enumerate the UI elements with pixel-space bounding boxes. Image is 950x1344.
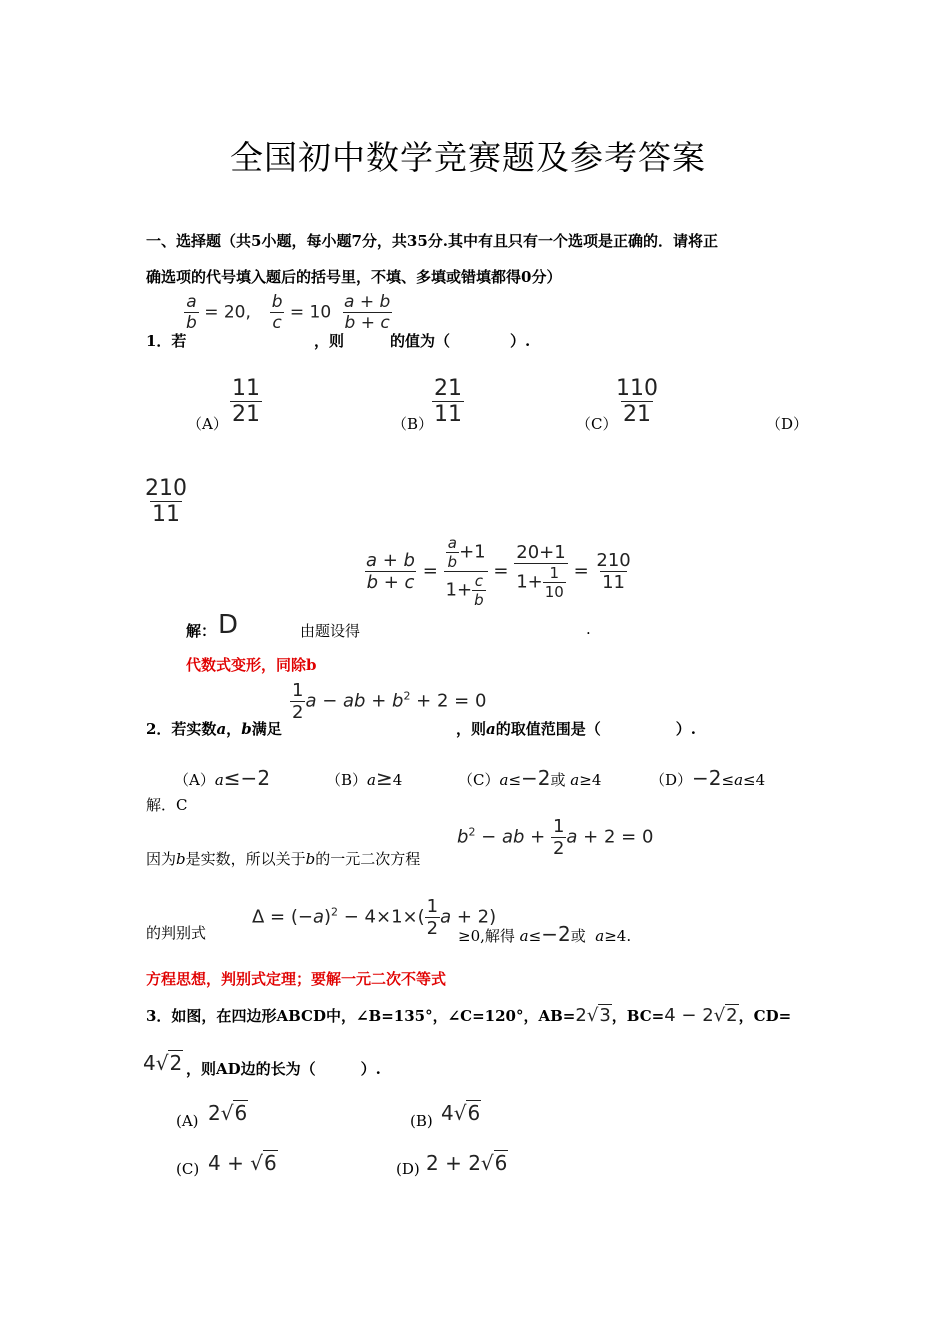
q3-option-d-value: 2 + 2√6 bbox=[426, 1151, 508, 1175]
q2-text-end: ，则a的取值范围是（ ）. bbox=[456, 720, 696, 738]
q1-option-c-label: （C） bbox=[576, 415, 618, 433]
q2-option-a: （A）a≤−2 bbox=[174, 766, 271, 790]
q1-option-a-frac: $\frac{11}{21}$ bbox=[232, 376, 260, 427]
q3-text-line2: ，则AD边的长为（ ）. bbox=[186, 1060, 381, 1078]
q1-option-d-label: （D） bbox=[766, 415, 809, 433]
q1-solution-text: 由题设得 bbox=[300, 622, 361, 640]
q1-option-c-frac: $\frac{110}{21}$ bbox=[616, 376, 658, 427]
page-title: 全国初中数学竞赛题及参考答案 bbox=[230, 138, 706, 177]
q3-option-a-value: 2√6 bbox=[208, 1101, 248, 1125]
q1-option-b-frac: $\frac{21}{11}$ bbox=[434, 376, 462, 427]
q1-suffix: 的值为（ ）. bbox=[390, 332, 531, 350]
q1-target-formula: $\frac{a + b}{b + c}$ bbox=[344, 292, 391, 333]
q1-solution-label: 解： bbox=[186, 622, 217, 640]
q3-option-b-label: (B) bbox=[410, 1112, 433, 1130]
q1-solution-answer: D bbox=[218, 610, 239, 640]
q1-middle: ，则 bbox=[314, 332, 345, 350]
q1-condition-formula: $\frac{a}{b}$ = 20, $\frac{b}{c}$ = 10 bbox=[186, 292, 332, 333]
q2-option-d: （D）−2≤a≤4 bbox=[650, 766, 766, 790]
q2-condition-formula: $\frac{1}{2}$ a − ab + $b^2 + 2 = 0$ bbox=[292, 680, 487, 723]
q2-option-b: （B）a≥4 bbox=[326, 766, 403, 790]
q2-option-c: （C）a≤−2或 a≥4 bbox=[458, 766, 602, 790]
q1-note: 代数式变形，同除b bbox=[186, 656, 317, 674]
q2-discriminant-formula: $\Delta = (-a)^2 - 4\times 1\times$( $\frac{1}{2}$ a + 2) bbox=[252, 896, 497, 939]
q2-solution-line1: 因为b是实数，所以关于b的一元二次方程 bbox=[146, 850, 421, 868]
q3-option-d-label: (D) bbox=[396, 1160, 420, 1178]
q3-text: 3．如图，在四边形ABCD中，∠B=135°，∠C=120°，AB=2√3，BC=4 − 2√2，CD= bbox=[146, 1005, 792, 1026]
q2-note: 方程思想，判别式定理；要解一元二次不等式 bbox=[146, 970, 447, 988]
q2-solution-line2: 的判别式 bbox=[146, 924, 207, 942]
q3-option-c-label: (C) bbox=[176, 1160, 200, 1178]
q3-cd-value: 4√2 bbox=[143, 1051, 183, 1075]
q1-solution-end: . bbox=[586, 620, 591, 638]
q1-option-b-label: （B） bbox=[392, 415, 434, 433]
q2-text: 2．若实数a，b满足 bbox=[146, 720, 282, 738]
q1-solution-formula: $\frac{a + b}{b + c}$ = $\frac{a}{b}$ +1 1+ $\frac{c}{b}$ = 20+1 1+ $\frac{1}{10}$ = $\frac{210}{11}$ bbox=[366, 534, 631, 609]
q3-option-c-value: 4 + √6 bbox=[208, 1151, 277, 1175]
section-heading-line2: 确选项的代号填入题后的括号里，不填、多填或错填都得0分） bbox=[146, 268, 562, 286]
q1-prefix: 1．若 bbox=[146, 332, 187, 350]
q3-option-b-value: 4√6 bbox=[441, 1101, 481, 1125]
section-heading-line1: 一、选择题（共5小题，每小题7分，共35分.其中有且只有一个选项是正确的．请将正 bbox=[146, 232, 718, 250]
q2-solution-line2-result: ≥0,解得 a≤−2或 a≥4. bbox=[458, 922, 632, 946]
q1-option-d-frac: $\frac{210}{11}$ bbox=[145, 476, 187, 527]
q3-option-a-label: (A) bbox=[176, 1112, 199, 1130]
q2-solution-label: 解．C bbox=[146, 796, 188, 814]
q1-option-a-label: （A） bbox=[187, 415, 228, 433]
q2-quadratic-formula: $b^2$ − ab + $\frac{1}{2}$ a + 2 = 0 bbox=[457, 816, 654, 859]
